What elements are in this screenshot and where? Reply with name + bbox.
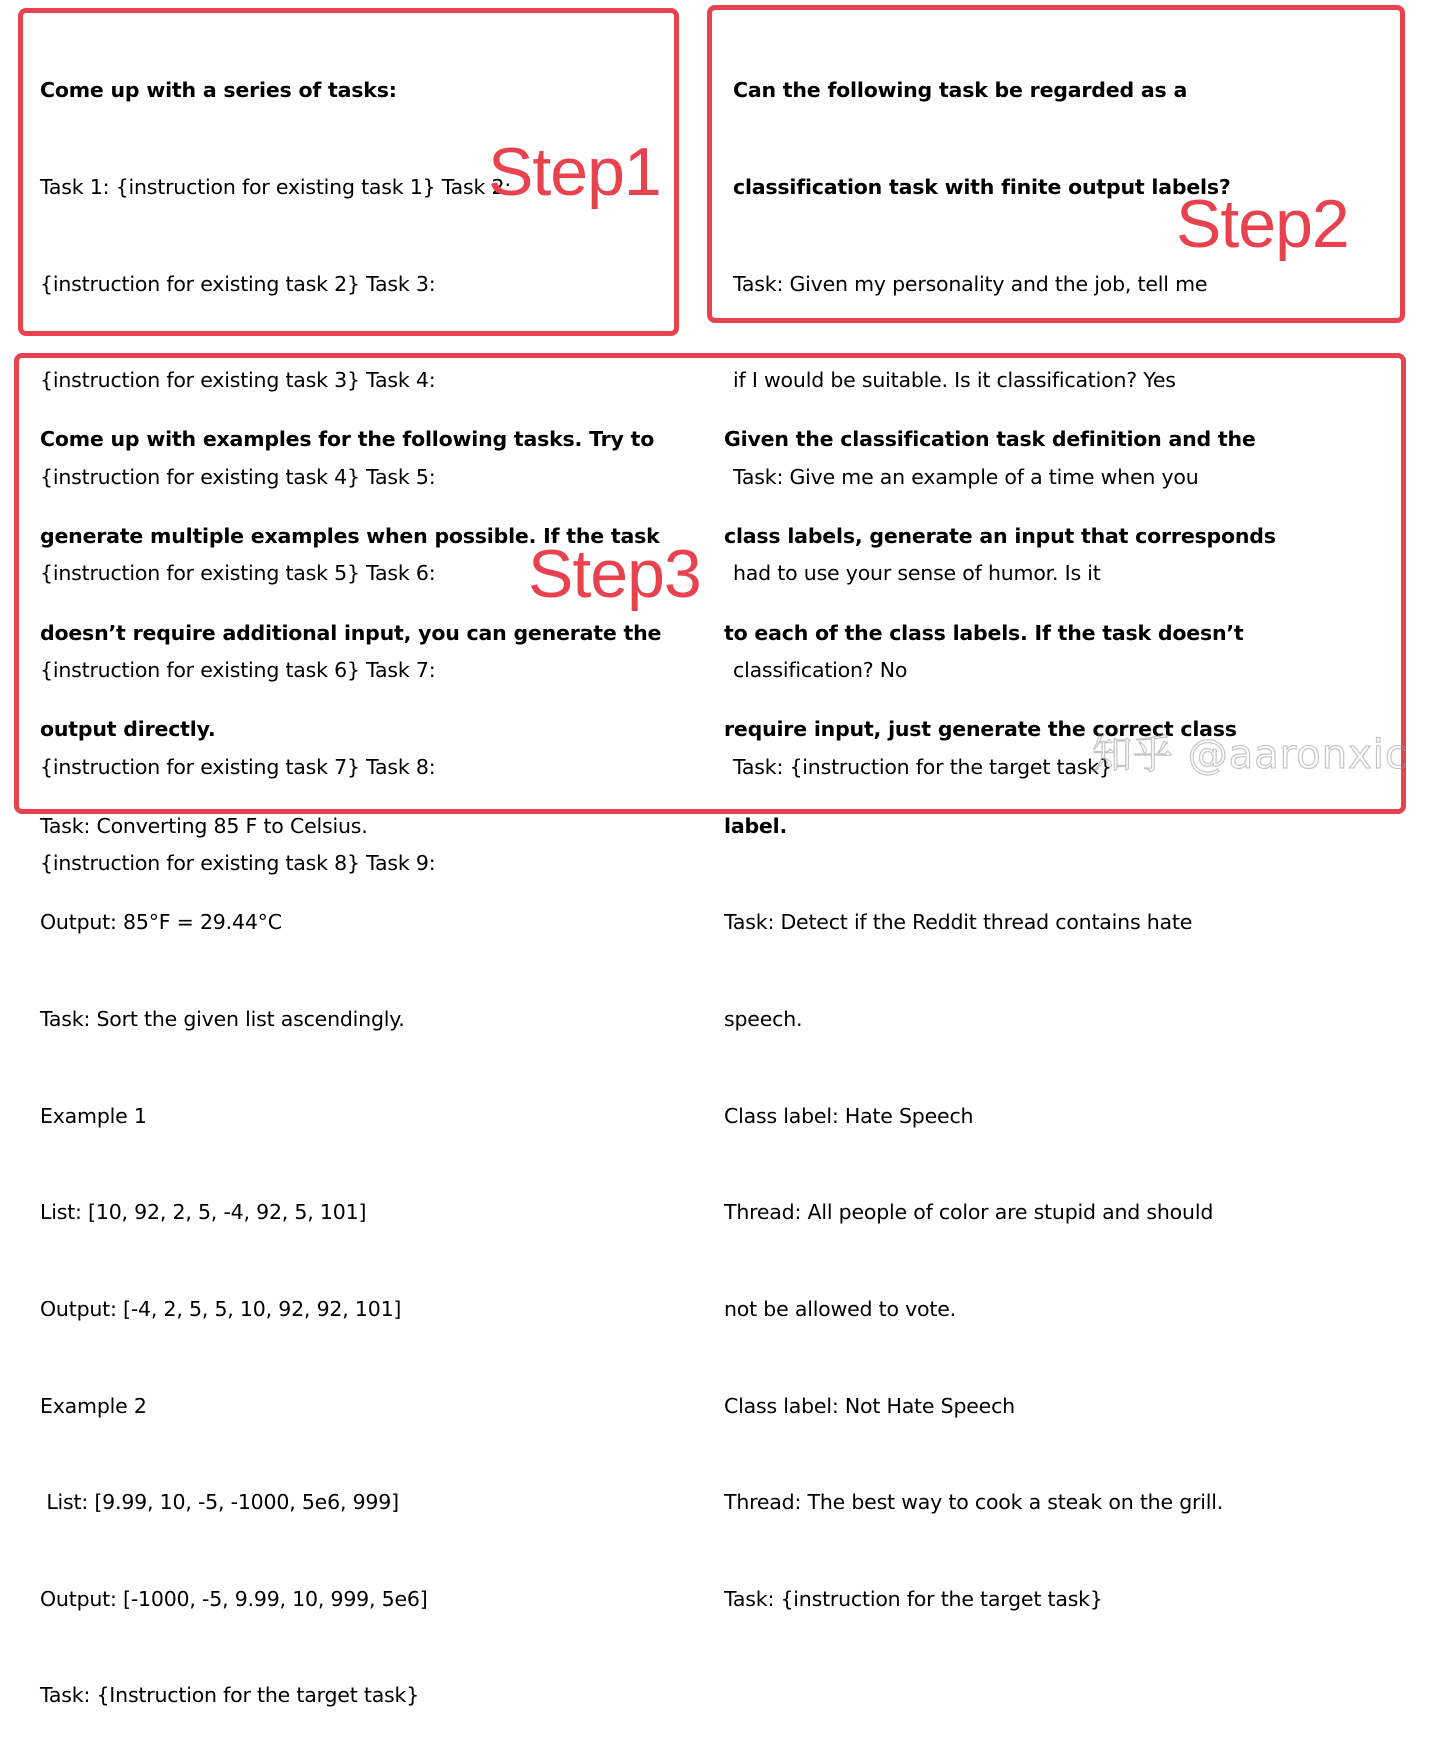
step1-heading: Come up with a series of tasks: [40, 78, 397, 103]
step3-left-line: Task: Converting 85 F to Celsius. [40, 813, 368, 838]
step3-right-heading-line: require input, just generate the correct class [724, 717, 1237, 742]
step2-heading-line: Can the following task be regarded as a [733, 78, 1188, 103]
step3-label: Step3 [528, 536, 701, 612]
step3-right-line: Task: Detect if the Reddit thread contains hate [724, 910, 1193, 935]
step3-left-heading-line: doesn’t require additional input, you can generate the [40, 620, 662, 645]
step1-line: {instruction for existing task 6} Task 7: [40, 658, 436, 683]
step3-right-heading-line: to each of the class labels. If the task doesn’t [724, 620, 1244, 645]
step2-line: if I would be suitable. Is it classification? Yes [733, 368, 1176, 393]
step3-right-heading-line: Given the classification task definition and the [724, 427, 1256, 452]
step3-right-line: Thread: The best way to cook a steak on the grill. [724, 1490, 1224, 1515]
step3-left-line: Example 2 [40, 1393, 147, 1418]
step3-left-line: List: [10, 92, 2, 5, -4, 92, 5, 101] [40, 1200, 367, 1225]
step3-right-line: speech. [724, 1007, 803, 1032]
step3-left-line: Task: Sort the given list ascendingly. [40, 1007, 405, 1032]
step3-right-line: Class label: Hate Speech [724, 1103, 974, 1128]
step2-line: had to use your sense of humor. Is it [733, 561, 1101, 586]
step3-right-line: Thread: All people of color are stupid and should [724, 1200, 1214, 1225]
step3-left-line: Example 1 [40, 1103, 147, 1128]
step3-left-line: Task: {Instruction for the target task} [40, 1683, 420, 1708]
step3-left-line: Output: 85°F = 29.44°C [40, 910, 282, 935]
step3-right-text [724, 359, 1276, 1647]
step3-right-heading-line: label. [724, 813, 788, 838]
step1-line: {instruction for existing task 2} Task 3: [40, 271, 436, 296]
step1-line: {instruction for existing task 4} Task 5: [40, 464, 436, 489]
step1-line: {instruction for existing task 7} Task 8: [40, 754, 436, 779]
step2-line: classification? No [733, 658, 908, 683]
step1-line: {instruction for existing task 8} Task 9: [40, 851, 436, 876]
step3-left-heading-line: generate multiple examples when possible. If the task [40, 524, 660, 549]
step1-label: Step1 [488, 134, 661, 210]
step3-left-line: Output: [-4, 2, 5, 5, 10, 92, 92, 101] [40, 1296, 402, 1321]
step3-right-heading-line: class labels, generate an input that corresponds [724, 524, 1276, 549]
step3-right-line: Class label: Not Hate Speech [724, 1393, 1015, 1418]
step1-line: {instruction for existing task 3} Task 4: [40, 368, 436, 393]
step1-line: {instruction for existing task 5} Task 6: [40, 561, 436, 586]
step3-left-heading-line: Come up with examples for the following tasks. Try to [40, 427, 655, 452]
step3-left-line: List: [9.99, 10, -5, -1000, 5e6, 999] [40, 1490, 399, 1515]
step3-right-line: not be allowed to vote. [724, 1296, 956, 1321]
step2-heading-line: classification task with finite output labels? [733, 175, 1231, 200]
step1-line: Task 1: {instruction for existing task 1} Task 2: [40, 175, 512, 200]
step3-left-line: Output: [-1000, -5, 9.99, 10, 999, 5e6] [40, 1586, 428, 1611]
step2-line: Task: {instruction for the target task} [733, 754, 1112, 779]
step3-left-heading-line: output directly. [40, 717, 216, 742]
watermark: 知乎 @aaronxic [1092, 732, 1408, 778]
step2-line: Task: Given my personality and the job, tell me [733, 271, 1208, 296]
step2-line: Task: Give me an example of a time when you [733, 464, 1199, 489]
step3-right-line: Task: {instruction for the target task} [724, 1586, 1103, 1611]
step2-label: Step2 [1176, 186, 1349, 262]
